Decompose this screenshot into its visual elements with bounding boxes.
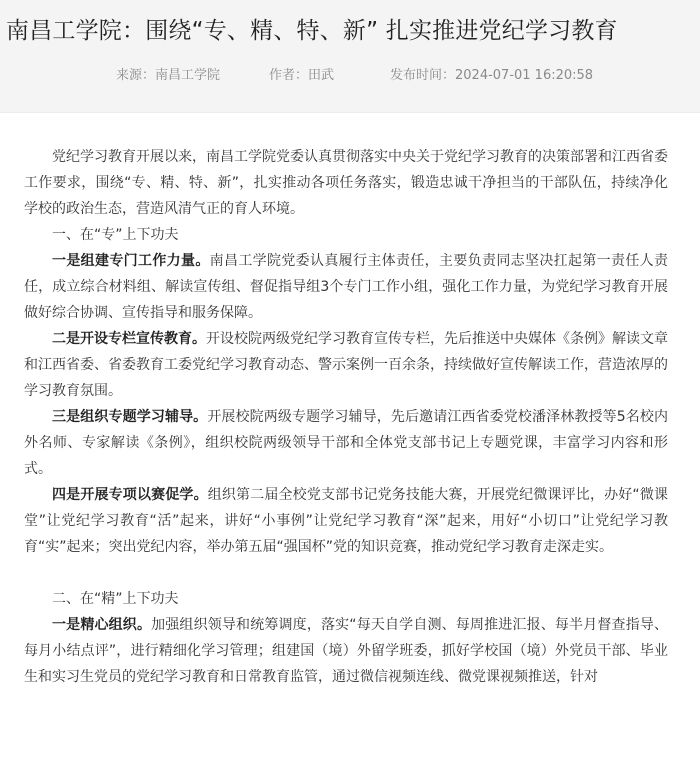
article-title: 南昌工学院：围绕“专、精、特、新” 扎实推进党纪学习教育 [6, 18, 618, 44]
intro-paragraph: 党纪学习教育开展以来，南昌工学院党委认真贯彻落实中央关于党纪学习教育的决策部署和江西省委工作要求，围绕“专、精、特、新”，扎实推动各项任务落实，锻造忠诚干净担当的干部队伍，持续净化学校的政治生态，营造风清气正的育人环境。 [24, 149, 668, 217]
article-header [0, 0, 700, 113]
item-text: 组织第二届全校党支部书记党务技能大赛，开展党纪微课评比，办好“微课堂”让党纪学习教育“活”起来，讲好“小事例”让党纪学习教育“深”起来，用好“小切口”让党纪学习教育“实”起来；突出党纪内容，举办第五届“强国杯”党的知识竞赛，推动党纪学习教育走深走实。 [24, 487, 668, 555]
item-lead: 一是精心组织。 [52, 617, 152, 633]
section-heading: 一、在“专”上下功夫 [52, 227, 179, 243]
meta-source: 来源：南昌工学院 [116, 68, 221, 83]
list-item [24, 482, 668, 560]
list-item [24, 404, 668, 482]
item-text: 南昌工学院党委认真履行主体责任，主要负责同志坚决扛起第一责任人责任，成立综合材料组、解读宣传组、督促指导组3个专门工作小组，强化工作力量，为党纪学习教育开展做好综合协调、宣传指导和服务保障。 [24, 253, 669, 321]
section-heading: 二、在“精”上下功夫 [52, 591, 179, 607]
list-item [24, 248, 668, 326]
item-lead: 四是开展专项以赛促学。 [52, 487, 208, 503]
paragraph-spacer [24, 560, 668, 586]
item-text: 加强组织领导和统筹调度，落实“每天自学自测、每周推进汇报、每半月督查指导、每月小结点评”，进行精细化学习管理；组建国（境）外留学班委，抓好学校国（境）外党员干部、毕业生和实习生党员的党纪学习教育和日常教育监管，通过微信视频连线、微党课视频推送，针对 [24, 617, 668, 685]
item-lead: 二是开设专栏宣传教育。 [52, 331, 206, 347]
item-text: 开展校院两级专题学习辅导，先后邀请江西省委党校潘泽林教授等5名校内外名师、专家解读《条例》，组织校院两级领导干部和全体党支部书记上专题党课，丰富学习内容和形式。 [24, 409, 669, 477]
item-lead: 一是组建专门工作力量。 [52, 253, 210, 269]
list-item [24, 612, 668, 690]
meta-publish-time: 发布时间：2024-07-01 16:20:58 [390, 68, 594, 83]
item-lead: 三是组织专题学习辅导。 [52, 409, 208, 425]
item-text: 开设校院两级党纪学习教育宣传专栏，先后推送中央媒体《条例》解读文章和江西省委、省委教育工委党纪学习教育动态、警示案例一百余条，持续做好宣传解读工作，营造浓厚的学习教育氛围。 [24, 331, 668, 399]
list-item [24, 326, 668, 404]
article-body [0, 144, 700, 690]
meta-author: 作者：田武 [269, 68, 335, 83]
